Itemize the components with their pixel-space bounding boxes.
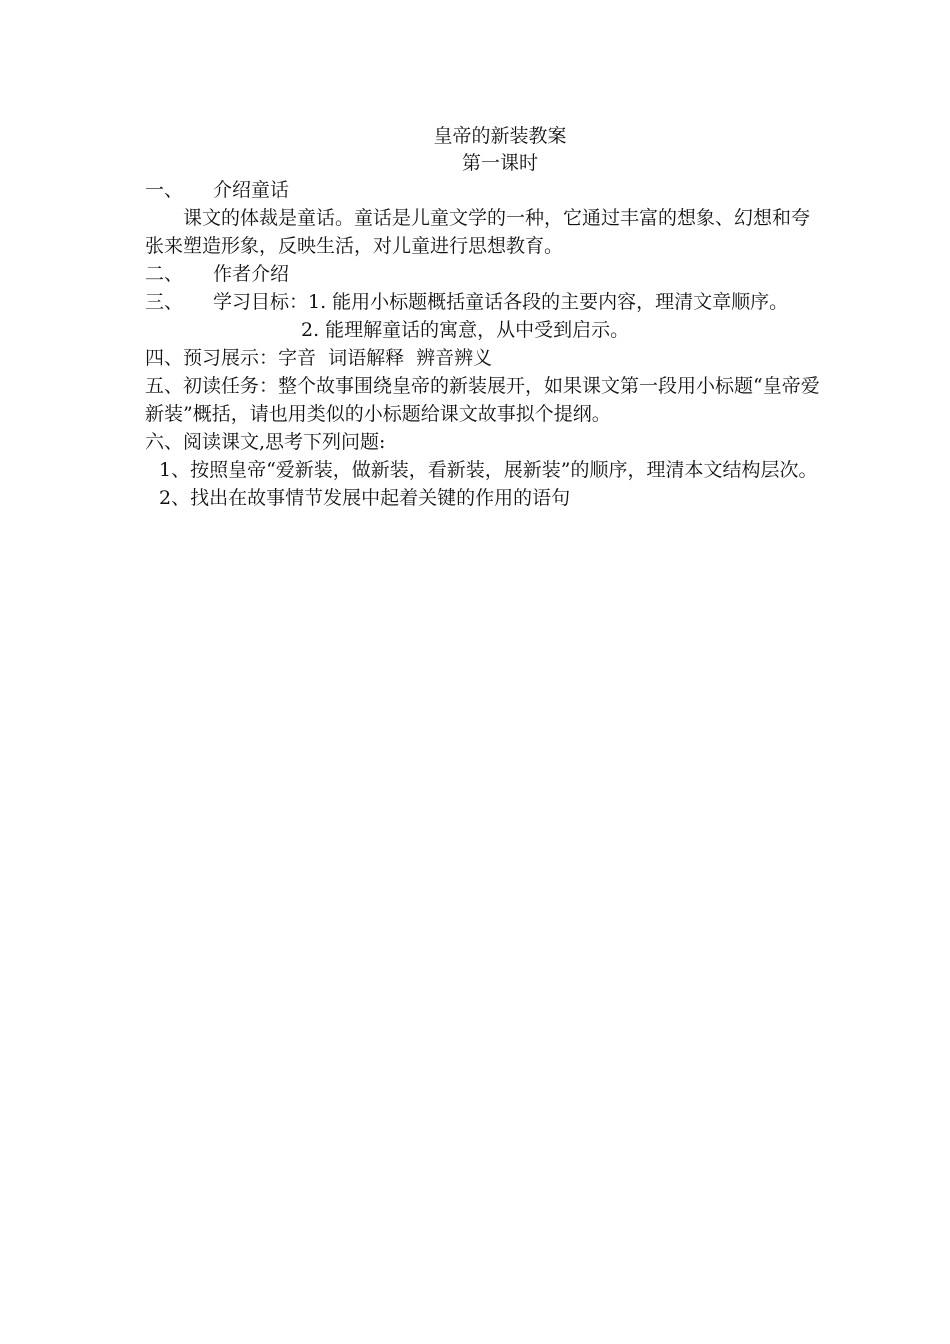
section-3-heading: 学习目标：1. 能用小标题概括童话各段的主要内容，理清文章顺序。: [213, 291, 789, 313]
section-2-number: 二、: [145, 263, 184, 285]
section-2: [145, 260, 825, 288]
preview-section: 四、预习展示：字音 词语解释 辨音辨义: [145, 347, 493, 369]
reading-heading: 六、阅读课文,思考下列问题:: [145, 431, 386, 453]
section-1-heading: 介绍童话: [213, 179, 290, 201]
first-read-section: 五、初读任务：整个故事围绕皇帝的新装展开，如果课文第一段用小标题“皇帝爱新装”概括，请也用类似的小标题给课文故事拟个提纲。: [145, 375, 820, 425]
section-1: [145, 176, 825, 204]
section-2-heading: 作者介绍: [213, 263, 290, 285]
document-body: [145, 122, 825, 512]
document-subtitle: 第一课时: [461, 152, 538, 174]
learning-goal-2: 2. 能理解童话的寓意，从中受到启示。: [301, 319, 630, 341]
intro-paragraph: 课文的体裁是童话。童话是儿童文学的一种，它通过丰富的想象、幻想和夸张来塑造形象，反映生活，对儿童进行思想教育。: [145, 207, 811, 257]
section-3-number: 三、: [145, 291, 184, 313]
document-title: 皇帝的新装教案: [433, 125, 567, 147]
section-3: [145, 288, 825, 316]
section-1-number: 一、: [145, 179, 184, 201]
question-1: 1、按照皇帝“爱新装，做新装，看新装，展新装”的顺序，理清本文结构层次。: [159, 459, 818, 481]
question-2: 2、找出在故事情节发展中起着关键的作用的语句: [159, 487, 571, 509]
